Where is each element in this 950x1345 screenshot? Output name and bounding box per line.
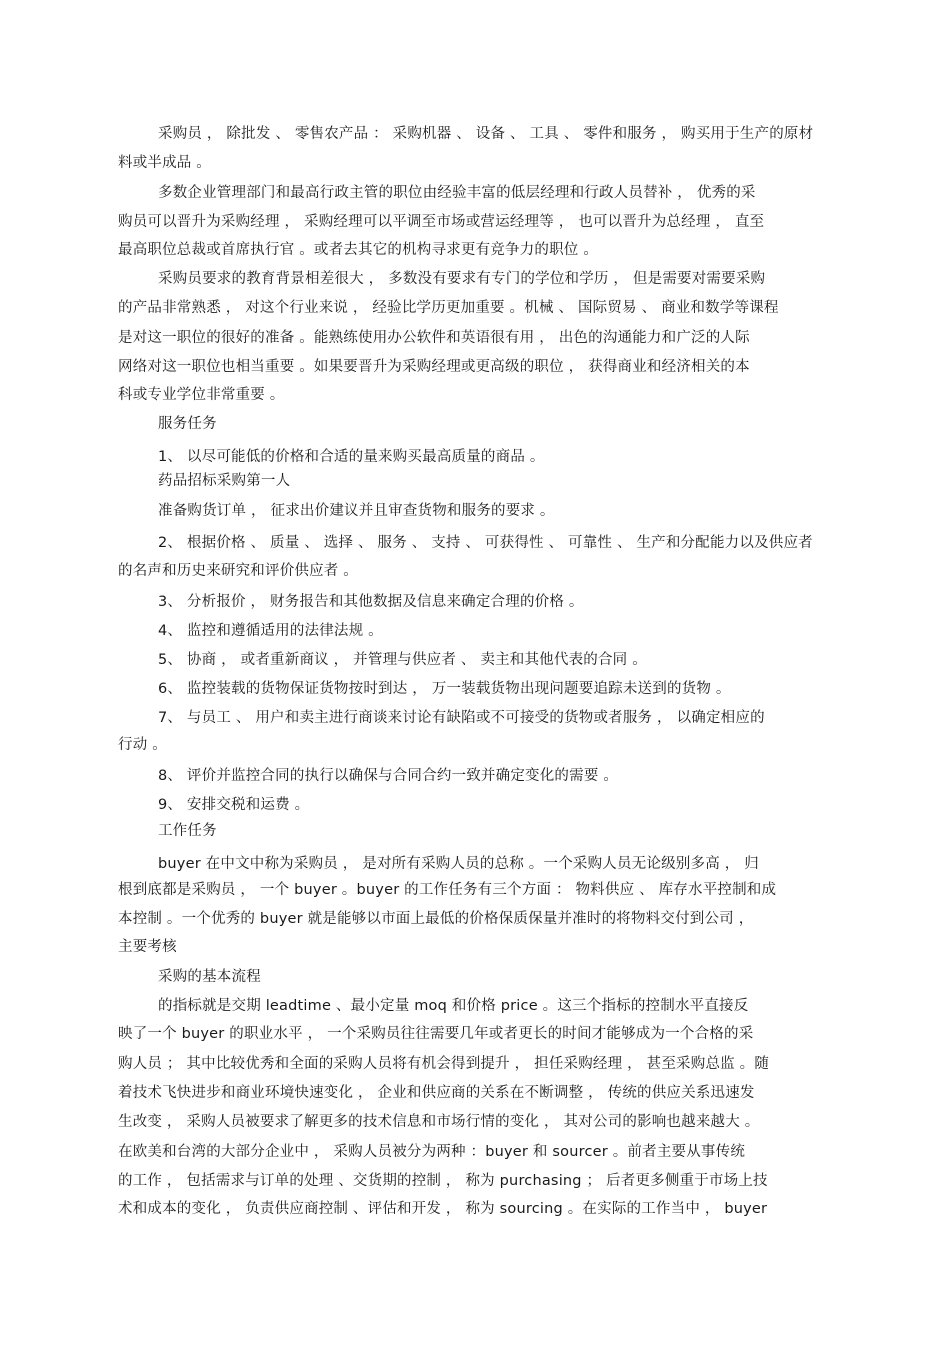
section-heading: 工作任务 bbox=[158, 823, 217, 839]
text-line: 的工作 ， 包括需求与订单的处理 、交货期的控制 ， 称为 purchasing ； 后者更多侧重于市场上技 bbox=[118, 1173, 768, 1189]
text-line: 是对这一职位的很好的准备 。能熟练使用办公软件和英语很有用 ， 出色的沟通能力和广泛的人际 bbox=[118, 330, 750, 346]
text-line: 主要考核 bbox=[118, 939, 177, 955]
list-item: 7、 与员工 、 用户和卖主进行商谈来讨论有缺陷或不可接受的货物或者服务 ， 以确定相应的 bbox=[158, 710, 765, 726]
text-line: 本控制 。一个优秀的 buyer 就是能够以市面上最低的价格保质保量并准时的将物料交付到公司 ， bbox=[118, 911, 754, 927]
text-line: 映了一个 buyer 的职业水平 ， 一个采购员往往需要几年或者更长的时间才能够成为一个合格的采 bbox=[118, 1026, 754, 1042]
text-line: 的指标就是交期 leadtime 、最小定量 moq 和价格 price 。这三个指标的控制水平直接反 bbox=[158, 998, 749, 1014]
text-line: 多数企业管理部门和最高行政主管的职位由经验丰富的低层经理和行政人员替补 ， 优秀的采 bbox=[158, 185, 756, 201]
text-line: 料或半成品 。 bbox=[118, 155, 212, 171]
text-line: 的名声和历史来研究和评价供应者 。 bbox=[118, 563, 359, 579]
text-line: 术和成本的变化 ， 负责供应商控制 、评估和开发 ， 称为 sourcing 。在实际的工作当中 ， buyer bbox=[118, 1201, 768, 1217]
section-heading: 服务任务 bbox=[158, 416, 217, 432]
list-item: 2、 根据价格 、 质量 、 选择 、 服务 、 支持 、 可获得性 、 可靠性 、 生产和分配能力以及供应者 bbox=[158, 535, 813, 551]
section-heading: 采购的基本流程 bbox=[158, 969, 261, 985]
text-line: 采购员要求的教育背景相差很大 ， 多数没有要求有专门的学位和学历 ， 但是需要对需要采购 bbox=[158, 271, 766, 287]
text-line: 最高职位总裁或首席执行官 。或者去其它的机构寻求更有竞争力的职位 。 bbox=[118, 242, 599, 258]
text-line: 购人员 ； 其中比较优秀和全面的采购人员将有机会得到提升 ， 担任采购经理 ， 甚至采购总监 。随 bbox=[118, 1056, 770, 1072]
text-line: 准备购货订单 ， 征求出价建议并且审查货物和服务的要求 。 bbox=[158, 503, 555, 519]
text-line: 采购员 ， 除批发 、 零售农产品 ： 采购机器 、 设备 、 工具 、 零件和服务 ， 购买用于生产的原材 bbox=[158, 126, 814, 142]
list-item: 3、 分析报价 ， 财务报告和其他数据及信息来确定合理的价格 。 bbox=[158, 594, 584, 610]
list-item: 6、 监控装载的货物保证货物按时到达 ， 万一装载货物出现问题要追踪未送到的货物 。 bbox=[158, 681, 731, 697]
text-line: 根到底都是采购员 ， 一个 buyer 。buyer 的工作任务有三个方面 ： 物料供应 、 库存水平控制和成 bbox=[118, 882, 777, 898]
text-line: 网络对这一职位也相当重要 。如果要晋升为采购经理或更高级的职位 ， 获得商业和经济相关的本 bbox=[118, 359, 750, 375]
text-line: 在欧美和台湾的大部分企业中 ， 采购人员被分为两种 ：buyer 和 sourcer 。前者主要从事传统 bbox=[118, 1144, 746, 1160]
list-item: 4、 监控和遵循适用的法律法规 。 bbox=[158, 623, 383, 639]
text-line: 科或专业学位非常重要 。 bbox=[118, 387, 285, 403]
text-line: 的产品非常熟悉 ， 对这个行业来说 ， 经验比学历更加重要 。机械 、 国际贸易 、 商业和数学等课程 bbox=[118, 300, 779, 316]
text-line: 购员可以晋升为采购经理 ， 采购经理可以平调至市场或营运经理等 ， 也可以晋升为总经理 ， 直至 bbox=[118, 214, 765, 230]
text-line: 着技术飞快进步和商业环境快速变化 ， 企业和供应商的关系在不断调整 ， 传统的供应关系迅速发 bbox=[118, 1085, 755, 1101]
list-item: 5、 协商 ， 或者重新商议 ， 并管理与供应者 、 卖主和其他代表的合同 。 bbox=[158, 652, 647, 668]
text-line: 生改变 ， 采购人员被要求了解更多的技术信息和市场行情的变化 ， 其对公司的影响也越来越大 。 bbox=[118, 1114, 760, 1130]
list-item: 9、 安排交税和运费 。 bbox=[158, 797, 310, 813]
list-item: 1、 以尽可能低的价格和合适的量来购买最高质量的商品 。 bbox=[158, 449, 545, 465]
list-item: 8、 评价并监控合同的执行以确保与合同合约一致并确定变化的需要 。 bbox=[158, 768, 619, 784]
text-line: 药品招标采购第一人 bbox=[158, 473, 291, 489]
text-line: 行动 。 bbox=[118, 737, 167, 753]
text-line: buyer 在中文中称为采购员 ， 是对所有采购人员的总称 。一个采购人员无论级别多高 ， 归 bbox=[158, 856, 759, 872]
